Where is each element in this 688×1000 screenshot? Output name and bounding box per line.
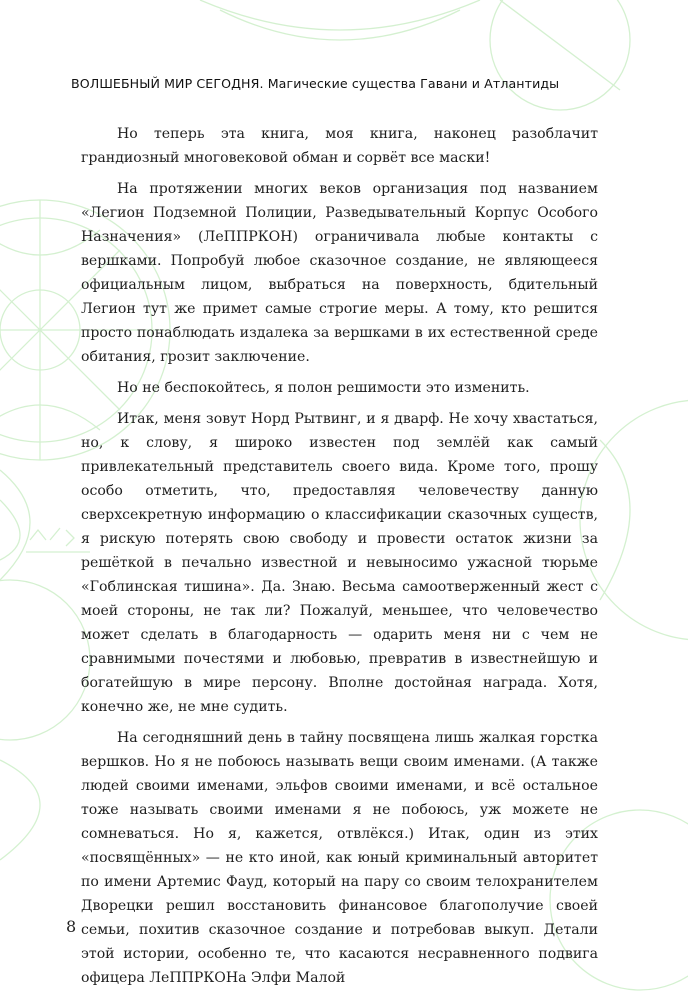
running-head (71, 76, 559, 91)
paragraph: На протяжении многих веков организация под названием «Легион Подземной Полиции, Разведывательный Корпус Особого Назначения» (ЛеППРКОН) ограничивала любые контакты с вершками. Попробуй любое сказочное создание, не являющееся официальным лицом, выбраться на поверхность, бдительный Легион тут же примет самые строгие меры. А тому, кто решится просто понаблюдать издалека за вершками в их естественной среде обитания, грозит заключение. (81, 181, 598, 365)
body-text (81, 122, 598, 997)
page-number: 8 (66, 917, 77, 936)
paragraph: Но не беспокойтесь, я полон решимости это изменить. (117, 380, 530, 396)
paragraph: Итак, меня зовут Норд Рытвинг, и я дварф. Не хочу хвастаться, но, к слову, я широко известен под землёй как самый привлекательный представитель своего вида. Кроме того, прошу особо отметить, что, предоставляя человечеству данную сверхсекретную информацию о классификации сказочных существ, я рискую потерять свою свободу и провести остаток жизни за решёткой в печально известной и невыносимо ужасной тюрьме «Гоблинская тишина». Да. Знаю. Весьма самоотверженный жест с моей стороны, не так ли? Пожалуй, меньшее, что человечество может сделать в благодарность — одарить меня ни с чем не сравнимыми почестями и любовью, превратив в известнейшую и богатейшую в мире персону. Вполне достойная награда. Хотя, конечно же, не мне судить. (81, 411, 598, 715)
running-head-section: ВОЛШЕБНЫЙ МИР СЕГОДНЯ. (71, 76, 264, 91)
paragraph: Но теперь эта книга, моя книга, наконец разоблачит грандиозный многовековой обман и сорвёт все маски! (81, 126, 598, 166)
running-head-subtitle: Магические существа Гавани и Атлантиды (267, 76, 560, 91)
paragraph: На сегодняшний день в тайну посвящена лишь жалкая горстка вершков. Но я не побоюсь называть вещи своим именами. (А также людей своими именами, эльфов своими именами, и всё остальное тоже называть своими именами я не побоюсь, уж можете не сомневаться. Но я, кажется, отвлёкся.) Итак, один из этих «посвящённых» — не кто иной, как юный криминальный авторитет по имени Артемис Фауд, который на пару со своим телохранителем Дворецки решил восстановить финансовое благополучие своей семьи, похитив сказочное создание и потребовав выкуп. Детали этой истории, особенно те, что касаются несравненного подвига офицера ЛеППРКОНа Элфи Малой (81, 730, 598, 986)
